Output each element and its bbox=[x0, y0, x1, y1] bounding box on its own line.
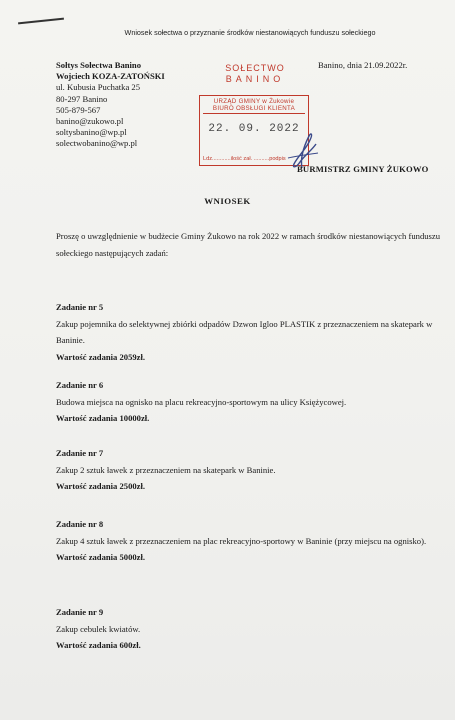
recipient: BURMISTRZ GMINY ŻUKOWO bbox=[297, 164, 429, 174]
document-header: Wniosek sołectwa o przyznanie środków niestanowiących funduszu sołeckiego bbox=[124, 28, 376, 37]
task-heading: Zadanie nr 8 bbox=[56, 519, 104, 529]
stamp-line-1: SOŁECTWO bbox=[225, 63, 285, 73]
pen-mark bbox=[18, 18, 64, 25]
task-heading: Zadanie nr 5 bbox=[56, 302, 104, 312]
task-value: Wartość zadania 5000zł. bbox=[56, 552, 146, 562]
stamp-line-2: BANINO bbox=[225, 74, 285, 84]
sender-address: ul. Kubusia Puchatka 25 bbox=[56, 82, 141, 93]
sender-email-1: banino@zukowo.pl bbox=[56, 116, 124, 127]
task-heading: Zadanie nr 7 bbox=[56, 448, 104, 458]
sender-name: Wojciech KOZA-ZATOŃSKI bbox=[56, 71, 165, 82]
sender-role: Sołtys Sołectwa Banino bbox=[56, 60, 141, 70]
sender-block bbox=[56, 60, 165, 150]
sender-postal: 80-297 Banino bbox=[56, 93, 108, 104]
stamp-footer: Ldz............ilość zał. ..........podpis bbox=[203, 156, 286, 162]
task-item bbox=[56, 604, 442, 654]
task-description: Zakup pojemnika do selektywnej zbiórki odpadów Dzwon Igloo PLASTIK z przeznaczeniem na skatepark w Baninie. bbox=[56, 318, 433, 345]
sender-email-3: solectwobanino@wp.pl bbox=[56, 138, 138, 149]
task-value: Wartość zadania 10000zł. bbox=[56, 413, 150, 423]
task-value: Wartość zadania 2500zł. bbox=[56, 481, 146, 491]
document-title: WNIOSEK bbox=[204, 196, 251, 206]
stamp-date: 22. 09. 2022 bbox=[208, 123, 300, 135]
stamp-office-1: URZĄD GMINY w Żukowie bbox=[213, 98, 295, 105]
task-description: Zakup 2 sztuk ławek z przeznaczeniem na skatepark w Baninie. bbox=[56, 464, 276, 475]
task-description: Budowa miejsca na ognisko na placu rekreacyjno-sportowym na ulicy Księżycowej. bbox=[56, 396, 347, 407]
sender-email-2: soltysbanino@wp.pl bbox=[56, 127, 127, 138]
task-value: Wartość zadania 600zł. bbox=[56, 640, 141, 650]
task-value: Wartość zadania 2059zł. bbox=[56, 351, 146, 362]
stamp-office-2: BIURO OBSŁUGI KLIENTA bbox=[203, 105, 305, 114]
task-item bbox=[56, 516, 442, 566]
sender-phone: 505-879-567 bbox=[56, 104, 101, 115]
document-date: Banino, dnia 21.09.2022r. bbox=[318, 60, 408, 70]
task-item bbox=[56, 445, 442, 495]
task-heading: Zadanie nr 9 bbox=[56, 607, 104, 617]
solectwo-stamp bbox=[212, 63, 298, 85]
intro-paragraph: Proszę o uwzględnienie w budżecie Gminy Żukowo na rok 2022 w ramach środków niestanowiących funduszu sołeckiego następujących zadań: bbox=[56, 231, 440, 258]
task-description: Zakup cebulek kwiatów. bbox=[56, 623, 141, 634]
task-item bbox=[56, 377, 442, 427]
task-description: Zakup 4 sztuk ławek z przeznaczeniem na plac rekreacyjno-sportowy w Baninie (przy miejscu na ognisko). bbox=[56, 535, 427, 546]
task-item bbox=[56, 299, 442, 365]
task-heading: Zadanie nr 6 bbox=[56, 380, 104, 390]
